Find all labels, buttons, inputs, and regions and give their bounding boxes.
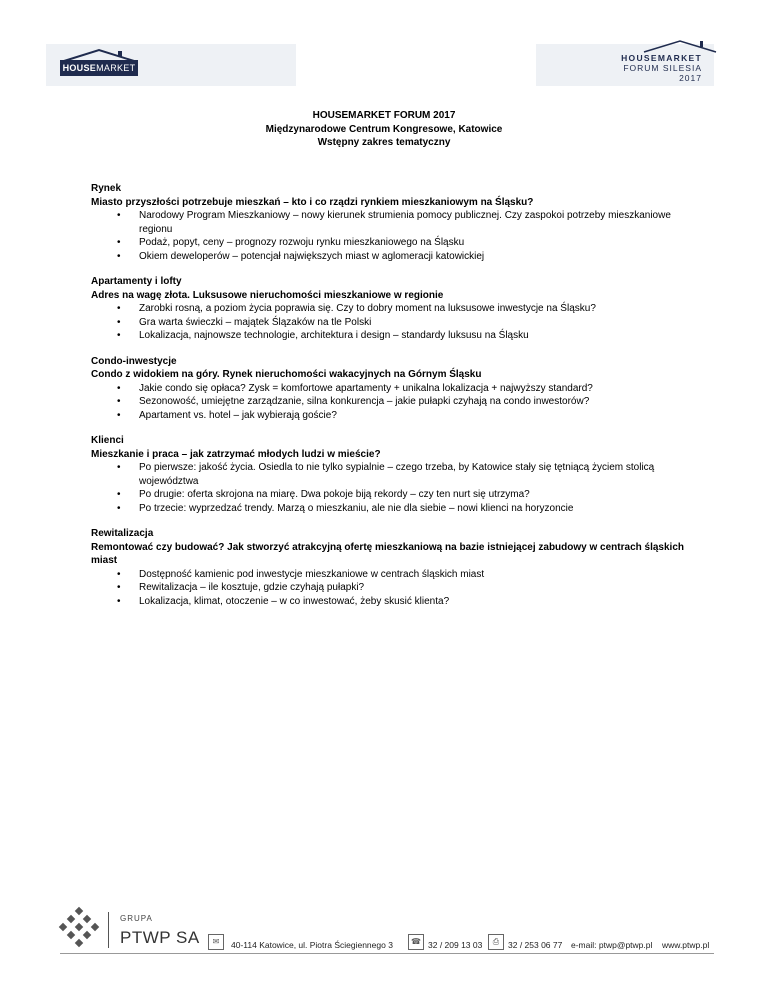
document-title (0, 109, 768, 150)
title-line-2: Międzynarodowe Centrum Kongresowe, Katowice (265, 123, 503, 135)
footer-company: PTWP SA (120, 928, 200, 947)
section-heading: Apartamenty i lofty (91, 276, 182, 287)
list-item: • Okiem deweloperów – potencjał największych miast w aglomeracji katowickiej (139, 250, 691, 264)
list-item: • Apartament vs. hotel – jak wybierają goście? (139, 409, 691, 423)
list-item: • Sezonowość, umiejętne zarządzanie, silna konkurencja – jakie pułapki czyhają na condo inwestorów? (139, 395, 691, 409)
list-item: • Lokalizacja, najnowsze technologie, architektura i design – standardy luksusu na Śląsku (139, 329, 691, 343)
footer-website[interactable]: www.ptwp.pl (662, 940, 710, 950)
section-rewitalizacja (91, 527, 691, 608)
section-heading: Rynek (91, 183, 122, 194)
section-rynek (91, 182, 691, 263)
list-item: • Jakie condo się opłaca? Zysk = komfortowe apartamenty + unikalna lokalizacja + najwyższy standard? (139, 382, 691, 396)
list-item: • Dostępność kamienic pod inwestycje mieszkaniowe w centrach śląskich miast (139, 568, 691, 582)
ptwp-diamond-logo-icon (58, 906, 104, 952)
envelope-icon: ✉ (208, 934, 224, 950)
section-subheading: Adres na wagę złota. Luksusowe nieruchomości mieszkaniowe w regionie (91, 289, 444, 301)
section-subheading: Remontować czy budować? Jak stworzyć atrakcyjną ofertę mieszkaniową na bazie istniejącej zabudowy w centrach śląskich miast (91, 541, 684, 566)
section-subheading: Mieszkanie i praca – jak zatrzymać młodych ludzi w mieście? (91, 448, 381, 460)
list-item: • Po drugie: oferta skrojona na miarę. Dwa pokoje biją rekordy – czy ten nurt się utrzyma? (139, 488, 691, 502)
title-line-3: Wstępny zakres tematyczny (317, 137, 451, 148)
list-item: • Po pierwsze: jakość życia. Osiedla to nie tylko sypialnie – czego trzeba, by Katowice stały się tętniącą życiem stolicą województwa (139, 461, 691, 488)
list-item: • Podaż, popyt, ceny – prognozy rozwoju rynku mieszkaniowego na Śląsku (139, 236, 691, 250)
footer-fax: 32 / 253 06 77 (508, 940, 563, 950)
housemarket-logo: HOUSEMARKET (60, 60, 138, 76)
list-item: • Narodowy Program Mieszkaniowy – nowy kierunek strumienia pomocy publicznej. Czy zaspokoi potrzeby mieszkaniowe regionu (139, 209, 691, 236)
fax-icon: ⎙ (488, 934, 504, 950)
footer-address: 40-114 Katowice, ul. Piotra Ściegiennego 3 (231, 940, 393, 950)
section-subheading: Miasto przyszłości potrzebuje mieszkań – kto i co rządzi rynkiem mieszkaniowym na Śląsku? (91, 196, 534, 208)
phone-icon: ☎ (408, 934, 424, 950)
footer-phone: 32 / 209 13 03 (428, 940, 483, 950)
list-item: • Po trzecie: wyprzedzać trendy. Marzą o mieszkaniu, ale nie dla siebie – nowi klienci na horyzoncie (139, 502, 691, 516)
forum-roof-icon (640, 38, 720, 54)
footer-grupa: GRUPA (120, 914, 153, 923)
section-heading: Rewitalizacja (91, 528, 154, 539)
list-item: • Rewitalizacja – ile kosztuje, gdzie czyhają pułapki? (139, 581, 691, 595)
forum-silesia-logo: HOUSEMARKET FORUM SILESIA 2017 (621, 53, 702, 83)
section-heading: Klienci (91, 435, 124, 446)
section-subheading: Condo z widokiem na góry. Rynek nieruchomości wakacyjnych na Górnym Śląsku (91, 369, 482, 380)
list-item: • Lokalizacja, klimat, otoczenie – w co inwestować, żeby skusić klienta? (139, 595, 691, 609)
title-line-1: HOUSEMARKET FORUM 2017 (312, 110, 456, 121)
section-condo (91, 355, 691, 423)
section-heading: Condo-inwestycje (91, 355, 177, 367)
topic-list (91, 182, 691, 620)
section-apartamenty (91, 275, 691, 343)
footer-divider (108, 912, 109, 948)
footer-email[interactable]: e-mail: ptwp@ptwp.pl (571, 940, 653, 950)
list-item: • Zarobki rosną, a poziom życia poprawia się. Czy to dobry moment na luksusowe inwestycje na Śląsku? (139, 302, 691, 316)
list-item: • Gra warta świeczki – majątek Ślązaków na tle Polski (139, 316, 691, 330)
footer-rule (60, 953, 714, 954)
section-klienci (91, 434, 691, 515)
